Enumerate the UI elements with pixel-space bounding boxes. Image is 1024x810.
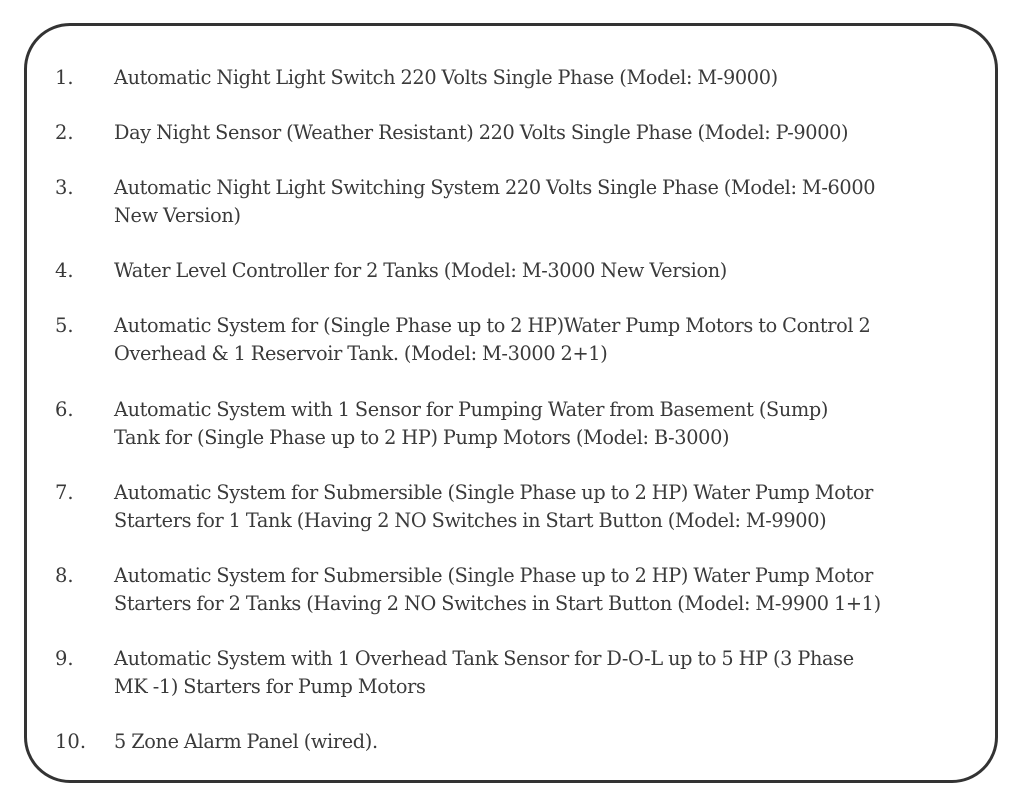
item-number: 4. bbox=[55, 259, 74, 282]
item-text bbox=[114, 479, 984, 535]
item-number: 10. bbox=[55, 730, 87, 753]
item-text bbox=[114, 64, 984, 92]
item-number: 6. bbox=[55, 398, 74, 421]
item-text bbox=[114, 396, 984, 452]
item-line: Starters for 1 Tank (Having 2 NO Switches in Start Button (Model: M-9900) bbox=[114, 509, 827, 532]
item-number: 1. bbox=[55, 66, 74, 89]
item-line: Automatic System with 1 Sensor for Pumping Water from Basement (Sump) bbox=[114, 398, 829, 421]
item-text bbox=[114, 645, 984, 701]
item-number: 3. bbox=[55, 176, 74, 199]
item-number: 9. bbox=[55, 647, 74, 670]
item-number: 5. bbox=[55, 314, 74, 337]
item-line: Overhead & 1 Reservoir Tank. (Model: M-3000 2+1) bbox=[114, 342, 608, 365]
item-line: Automatic System for Submersible (Single Phase up to 2 HP) Water Pump Motor bbox=[114, 564, 873, 587]
item-line: 5 Zone Alarm Panel (wired). bbox=[114, 730, 378, 753]
item-line: Automatic System with 1 Overhead Tank Sensor for D-O-L up to 5 HP (3 Phase bbox=[114, 647, 854, 670]
item-text bbox=[114, 119, 984, 147]
item-text bbox=[114, 312, 984, 368]
item-line: MK -1) Starters for Pump Motors bbox=[114, 675, 426, 698]
item-line: Starters for 2 Tanks (Having 2 NO Switches in Start Button (Model: M-9900 1+1) bbox=[114, 592, 881, 615]
item-line: Water Level Controller for 2 Tanks (Model: M-3000 New Version) bbox=[114, 259, 727, 282]
item-line: Automatic System for (Single Phase up to 2 HP)Water Pump Motors to Control 2 bbox=[114, 314, 871, 337]
item-line: Automatic Night Light Switching System 220 Volts Single Phase (Model: M-6000 bbox=[114, 176, 876, 199]
item-text bbox=[114, 562, 984, 618]
item-line: Automatic Night Light Switch 220 Volts Single Phase (Model: M-9000) bbox=[114, 66, 778, 89]
item-text bbox=[114, 174, 984, 230]
item-line: Tank for (Single Phase up to 2 HP) Pump Motors (Model: B-3000) bbox=[114, 426, 730, 449]
item-line: Automatic System for Submersible (Single Phase up to 2 HP) Water Pump Motor bbox=[114, 481, 873, 504]
item-text bbox=[114, 257, 984, 285]
item-number: 8. bbox=[55, 564, 74, 587]
item-line: Day Night Sensor (Weather Resistant) 220 Volts Single Phase (Model: P-9000) bbox=[114, 121, 849, 144]
item-number: 2. bbox=[55, 121, 74, 144]
item-number: 7. bbox=[55, 481, 74, 504]
item-line: New Version) bbox=[114, 204, 241, 227]
item-text bbox=[114, 728, 984, 756]
